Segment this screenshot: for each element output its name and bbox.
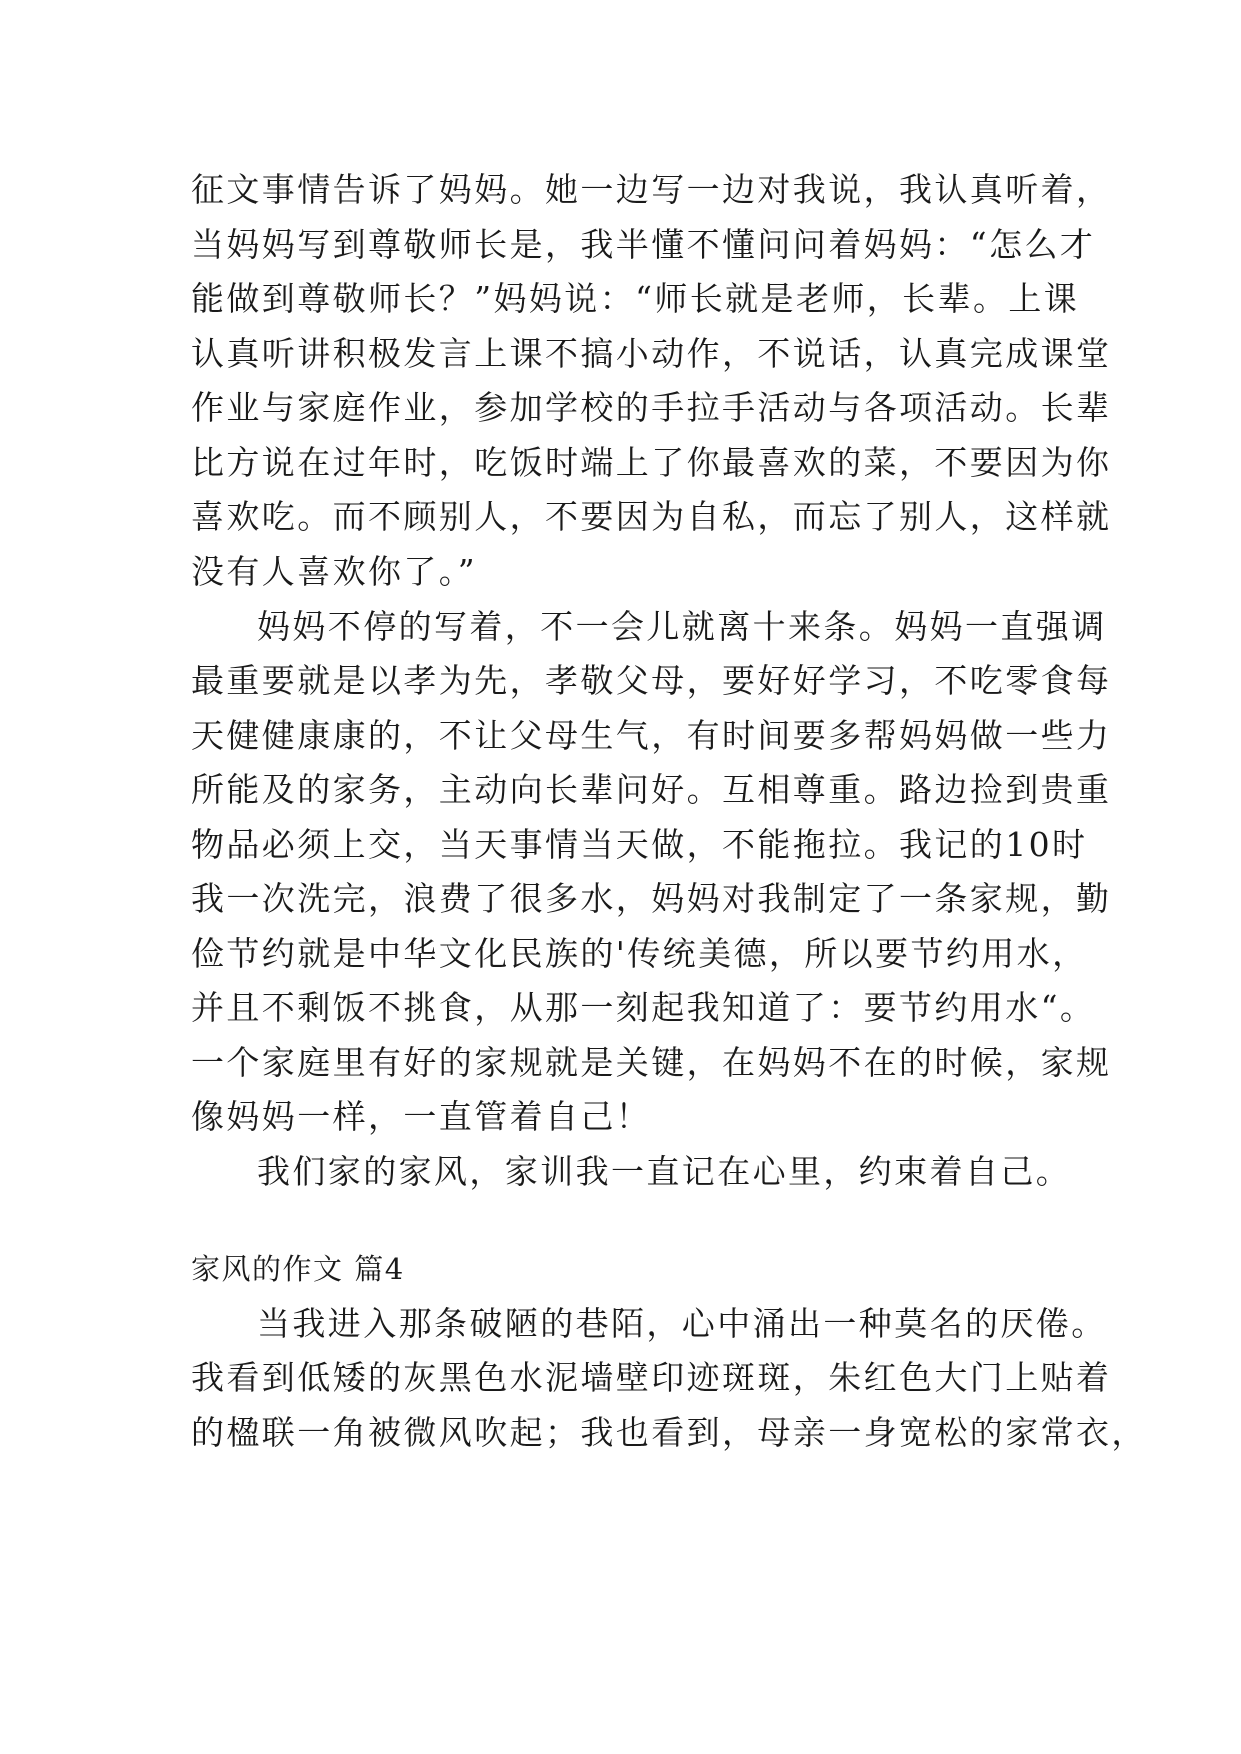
paragraph-line: 能做到尊敬师长？”妈妈说：“师长就是老师，长辈。上课	[191, 279, 1080, 318]
paragraph-line: 认真听讲积极发言上课不搞小动作，不说话，认真完成课堂	[191, 334, 1112, 373]
paragraph-line: 作业与家庭作业，参加学校的手拉手活动与各项活动。长辈	[191, 388, 1112, 427]
paragraph-line: 天健健康康的，不让父母生气，有时间要多帮妈妈做一些力	[191, 716, 1112, 755]
paragraph-line: 物品必须上交，当天事情当天做，不能拖拉。我记的10时	[191, 825, 1088, 864]
paragraph-line: 的楹联一角被微风吹起；我也看到，母亲一身宽松的家常衣，	[191, 1413, 1147, 1452]
section-heading: 家风的作文 篇4	[191, 1252, 405, 1286]
paragraph-line: 没有人喜欢你了。”	[191, 552, 477, 591]
paragraph-line: 我们家的家风，家训我一直记在心里，约束着自己。	[257, 1152, 1072, 1191]
paragraph-line: 一个家庭里有好的家规就是关键，在妈妈不在的时候，家规	[191, 1043, 1112, 1082]
paragraph-line: 当妈妈写到尊敬师长是，我半懂不懂问问着妈妈：“怎么才	[191, 225, 1096, 264]
paragraph-line: 比方说在过年时，吃饭时端上了你最喜欢的菜，不要因为你	[191, 443, 1112, 482]
paragraph-line: 我一次洗完，浪费了很多水，妈妈对我制定了一条家规，勤	[191, 879, 1112, 918]
paragraph-line: 最重要就是以孝为先，孝敬父母，要好好学习，不吃零食每	[191, 661, 1112, 700]
paragraph-line: 当我进入那条破陋的巷陌，心中涌出一种莫名的厌倦。	[257, 1304, 1107, 1343]
paragraph-line: 征文事情告诉了妈妈。她一边写一边对我说，我认真听着，	[191, 170, 1112, 209]
paragraph-line: 俭节约就是中华文化民族的'传统美德，所以要节约用水，	[191, 934, 1088, 973]
paragraph-line: 喜欢吃。而不顾别人，不要因为自私，而忘了别人，这样就	[191, 497, 1112, 536]
paragraph-line: 并且不剩饭不挑食，从那一刻起我知道了：要节约用水“。	[191, 988, 1096, 1027]
paragraph-line: 所能及的家务，主动向长辈问好。互相尊重。路边捡到贵重	[191, 770, 1112, 809]
paragraph-line: 我看到低矮的灰黑色水泥墙壁印迹斑斑，朱红色大门上贴着	[191, 1358, 1112, 1397]
paragraph-line: 妈妈不停的写着，不一会儿就离十来条。妈妈一直强调	[257, 607, 1107, 646]
paragraph-line: 像妈妈一样，一直管着自己！	[191, 1097, 652, 1136]
